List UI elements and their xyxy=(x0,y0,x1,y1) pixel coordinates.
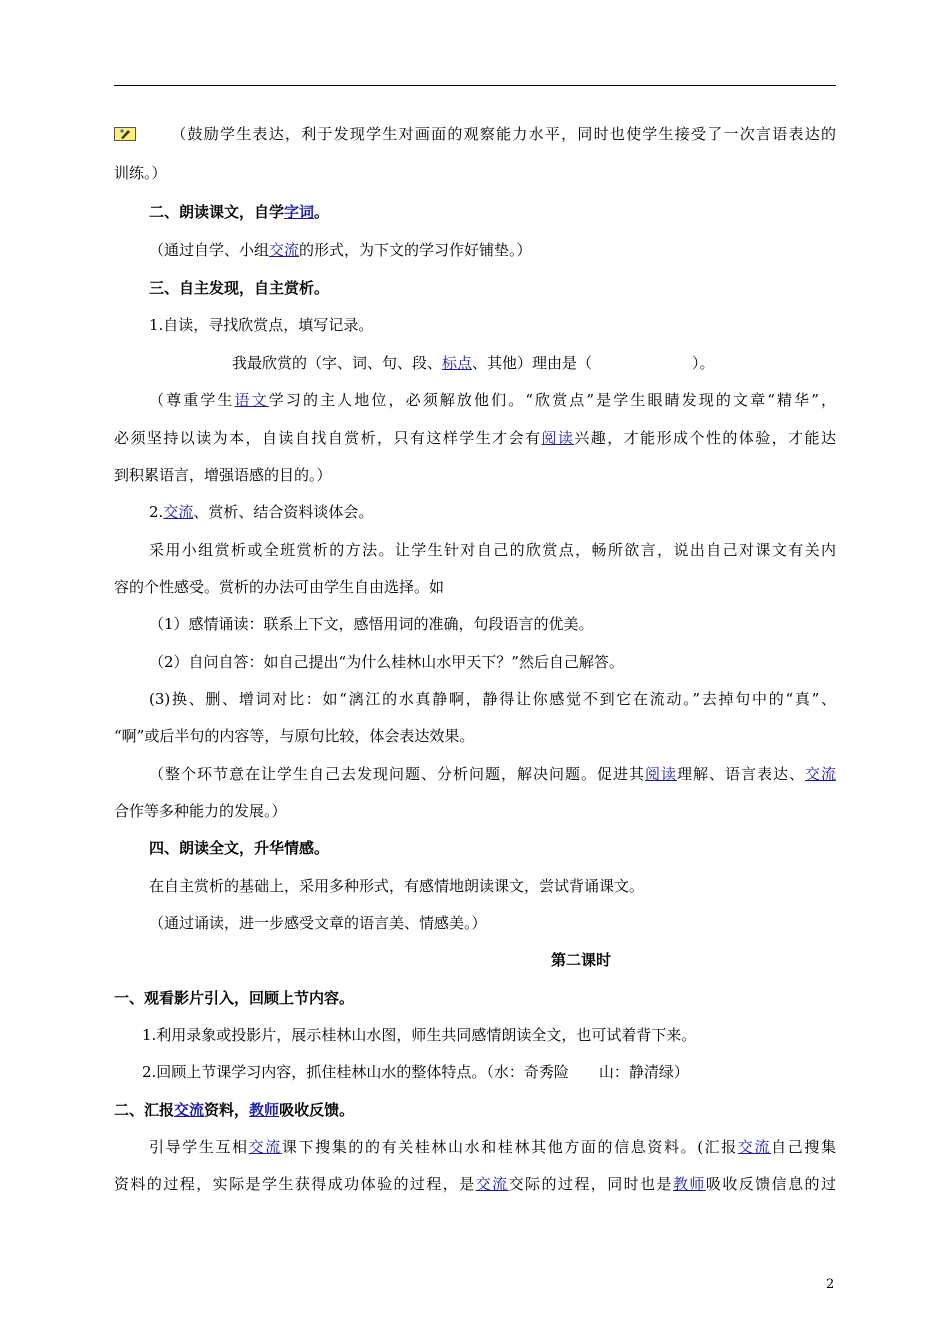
paragraph-line: 到积累语言，增强语感的目的。） xyxy=(114,466,332,484)
paragraph-line: 2.交流、赏析、结合资料谈体会。 xyxy=(149,503,374,521)
session-title: 第二课时 xyxy=(551,951,612,969)
paragraph-line: 1.利用录象或投影片，展示桂林山水图，师生共同感情朗读全文，也可试着背下来。 xyxy=(142,1026,697,1044)
paragraph-line: 1.自读，寻找欣赏点，填写记录。 xyxy=(149,316,374,334)
paragraph-line: “啊”或后半句的内容等，与原句比较，体会表达效果。 xyxy=(114,727,475,745)
paragraph-line: （2）自问自答：如自己提出“为什么桂林山水甲天下？”然后自己解答。 xyxy=(149,653,624,671)
link-jiaoliu[interactable]: 交流 xyxy=(804,765,836,783)
page-number: 2 xyxy=(826,1277,835,1292)
paragraph-line: 采用小组赏析或全班赏析的方法。让学生针对自己的欣赏点，畅所欲言，说出自己对课文有关内 xyxy=(149,541,836,559)
section-heading: 三、自主发现，自主赏析。 xyxy=(149,279,330,297)
paragraph-line: 合作等多种能力的发展。） xyxy=(114,802,287,820)
paragraph-line: （通过自学、小组交流的形式，为下文的学习作好铺垫。） xyxy=(149,241,532,259)
section-heading: 二、汇报交流资料，教师吸收反馈。 xyxy=(114,1101,355,1119)
paragraph-line: 必须坚持以读为本，自读自找自赏析，只有这样学生才会有阅读兴趣，才能形成个性的体验，才能达 xyxy=(114,429,836,447)
link-jiaoliu[interactable]: 交流 xyxy=(737,1138,772,1156)
link-zici[interactable]: 字词 xyxy=(284,203,315,221)
paragraph-line: 我最欣赏的（字、词、句、段、标点、其他）理由是（ ）。 xyxy=(232,354,715,372)
link-jiaoliu[interactable]: 交流 xyxy=(269,241,300,259)
paragraph-line: 容的个性感受。赏析的办法可由学生自由选择。如 xyxy=(114,578,445,596)
paragraph-line: （1）感情诵读：联系上下文，感悟用词的准确，句段语言的优美。 xyxy=(149,615,594,633)
paragraph-line: （整个环节意在让学生自己去发现问题、分析问题，解决问题。促进其阅读理解、语言表达、交流 xyxy=(149,765,836,783)
section-heading: 二、朗读课文，自学字词。 xyxy=(149,203,330,221)
paragraph-line: （鼓励学生表达，利于发现学生对画面的观察能力水平，同时也使学生接受了一次言语表达的 xyxy=(114,124,836,144)
paragraph-line: （通过诵读，进一步感受文章的语言美、情感美。） xyxy=(149,914,487,932)
link-jiaoshi[interactable]: 教师 xyxy=(672,1175,706,1193)
document-edit-icon[interactable] xyxy=(114,127,136,141)
link-jiaoliu[interactable]: 交流 xyxy=(163,503,194,521)
section-heading: 四、朗读全文，升华情感。 xyxy=(149,839,330,857)
section-heading: 一、观看影片引入，回顾上节内容。 xyxy=(114,989,355,1007)
link-yuedu[interactable]: 阅读 xyxy=(541,429,575,447)
link-yuwen[interactable]: 语文 xyxy=(234,391,269,409)
header-rule xyxy=(114,85,836,86)
paragraph-line: 资料的过程，实际是学生获得成功体验的过程，是交流交际的过程，同时也是教师吸收反馈信息的过 xyxy=(114,1175,836,1193)
paragraph-line: （尊重学生语文学习的主人地位，必须解放他们。“欣赏点”是学生眼睛发现的文章“精华”， xyxy=(149,391,836,409)
paragraph-line: 训练。） xyxy=(114,164,167,182)
link-biaodian[interactable]: 标点 xyxy=(442,354,473,372)
link-jiaoliu[interactable]: 交流 xyxy=(248,1138,282,1156)
paragraph-line: 引导学生互相交流课下搜集的的有关桂林山水和桂林其他方面的信息资料。(汇报交流自己搜集 xyxy=(149,1138,836,1156)
link-yuedu[interactable]: 阅读 xyxy=(644,765,677,783)
paragraph-line: (3)换、删、增词对比：如“漓江的水真静啊，静得让你感觉不到它在流动。”去掉句中的“真”、 xyxy=(149,690,836,708)
paragraph-line: 在自主赏析的基础上，采用多种形式，有感情地朗读课文，尝试背诵课文。 xyxy=(149,877,645,895)
link-jiaoshi[interactable]: 教师 xyxy=(249,1101,280,1119)
paragraph-line: 2.回顾上节课学习内容，抓住桂林山水的整体特点。（水：奇秀险 山：静清绿） xyxy=(142,1063,689,1081)
link-jiaoliu[interactable]: 交流 xyxy=(475,1175,509,1193)
link-jiaoliu[interactable]: 交流 xyxy=(174,1101,205,1119)
